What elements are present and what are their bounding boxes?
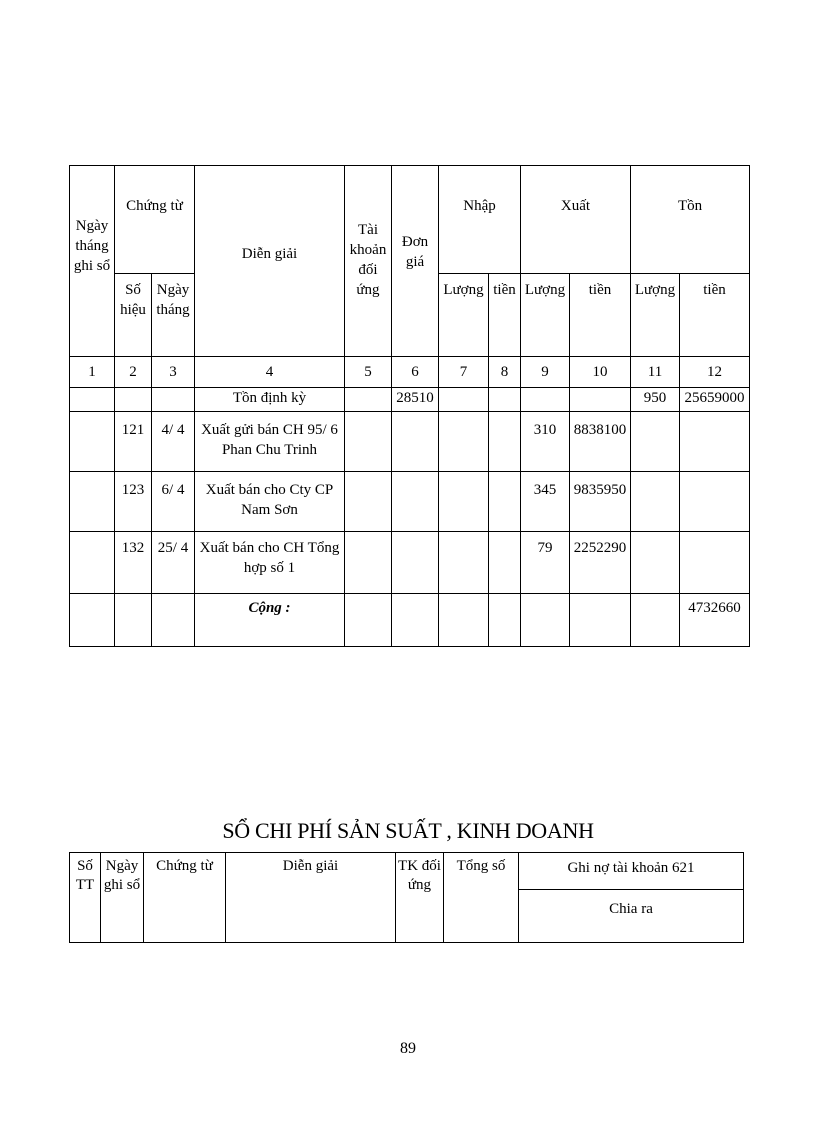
header-date-recorded: Ngày tháng ghi sổ xyxy=(70,166,115,357)
cell-import-qty xyxy=(439,532,489,594)
cell-unit-price xyxy=(392,412,439,472)
header-voucher-date: Ngày tháng xyxy=(152,274,195,357)
column-number: 10 xyxy=(570,357,631,388)
header-unit-price: Đơn giá xyxy=(392,166,439,357)
cell-stock-amount xyxy=(680,472,750,532)
cell-stock-amount xyxy=(680,532,750,594)
cell-import-amount xyxy=(489,412,521,472)
cell-unit-price xyxy=(392,472,439,532)
cell-empty xyxy=(521,594,570,647)
column-number: 2 xyxy=(115,357,152,388)
header-export-qty: Lượng xyxy=(521,274,570,357)
cost-book-table xyxy=(69,852,744,943)
table-row xyxy=(70,532,750,594)
cost-header-breakdown: Chia ra xyxy=(519,890,744,943)
cost-header-counter-account: TK đối ứng xyxy=(396,853,444,943)
table-row xyxy=(70,412,750,472)
cell-description: Xuất bán cho Cty CP Nam Sơn xyxy=(195,472,345,532)
page-number: 89 xyxy=(400,1040,416,1057)
cell-empty xyxy=(570,594,631,647)
cell-voucher-date xyxy=(152,388,195,412)
cell-export-amount: 8838100 xyxy=(570,412,631,472)
cell-empty xyxy=(152,594,195,647)
cost-header-debit: Ghi nợ tài khoản 621 xyxy=(519,853,744,890)
cell-import-amount xyxy=(489,472,521,532)
header-counter-account: Tài khoản đối ứng xyxy=(345,166,392,357)
header-voucher-no: Số hiệu xyxy=(115,274,152,357)
cell-empty xyxy=(392,594,439,647)
column-number: 8 xyxy=(489,357,521,388)
table-row xyxy=(70,472,750,532)
cell-voucher-date: 25/ 4 xyxy=(152,532,195,594)
cell-empty xyxy=(70,594,115,647)
header-stock-qty: Lượng xyxy=(631,274,680,357)
header-export-amount: tiền xyxy=(570,274,631,357)
cell-voucher-no: 132 xyxy=(115,532,152,594)
cell-counter-account xyxy=(345,472,392,532)
header-import-qty: Lượng xyxy=(439,274,489,357)
cell-import-amount xyxy=(489,388,521,412)
header-voucher: Chứng từ xyxy=(115,166,195,274)
cell-stock-qty xyxy=(631,412,680,472)
cell-date xyxy=(70,412,115,472)
column-number: 5 xyxy=(345,357,392,388)
column-number: 3 xyxy=(152,357,195,388)
cell-date xyxy=(70,388,115,412)
cell-import-qty xyxy=(439,388,489,412)
cell-import-amount xyxy=(489,532,521,594)
total-label: Cộng : xyxy=(195,594,345,647)
cell-export-qty: 345 xyxy=(521,472,570,532)
column-number: 1 xyxy=(70,357,115,388)
header-export: Xuất xyxy=(521,166,631,274)
header-stock: Tồn xyxy=(631,166,750,274)
column-number: 9 xyxy=(521,357,570,388)
cell-description: Xuất bán cho CH Tổng hợp số 1 xyxy=(195,532,345,594)
cell-stock-qty: 950 xyxy=(631,388,680,412)
cell-counter-account xyxy=(345,388,392,412)
cell-description: Tồn định kỳ xyxy=(195,388,345,412)
cell-date xyxy=(70,532,115,594)
cell-empty xyxy=(631,594,680,647)
total-stock-amount: 4732660 xyxy=(680,594,750,647)
cell-export-qty: 79 xyxy=(521,532,570,594)
cost-header-voucher: Chứng từ xyxy=(144,853,226,943)
cell-import-qty xyxy=(439,412,489,472)
cell-counter-account xyxy=(345,412,392,472)
cell-import-qty xyxy=(439,472,489,532)
column-number: 6 xyxy=(392,357,439,388)
table-row xyxy=(70,388,750,412)
cell-stock-amount xyxy=(680,412,750,472)
cell-stock-qty xyxy=(631,472,680,532)
column-number: 4 xyxy=(195,357,345,388)
cell-export-qty: 310 xyxy=(521,412,570,472)
total-row xyxy=(70,594,750,647)
header-import: Nhập xyxy=(439,166,521,274)
cell-export-amount: 9835950 xyxy=(570,472,631,532)
cost-header-date: Ngày ghi sổ xyxy=(101,853,144,943)
cost-header-serial: Số TT xyxy=(70,853,101,943)
cell-description: Xuất gửi bán CH 95/ 6 Phan Chu Trinh xyxy=(195,412,345,472)
cell-export-amount xyxy=(570,388,631,412)
cell-empty xyxy=(439,594,489,647)
cell-empty xyxy=(345,594,392,647)
header-description: Diễn giải xyxy=(195,166,345,357)
cell-voucher-no: 123 xyxy=(115,472,152,532)
header-stock-amount: tiền xyxy=(680,274,750,357)
cell-export-amount: 2252290 xyxy=(570,532,631,594)
column-number: 12 xyxy=(680,357,750,388)
cost-header-total: Tổng số xyxy=(444,853,519,943)
column-number-row xyxy=(70,357,750,388)
cell-stock-amount: 25659000 xyxy=(680,388,750,412)
cell-export-qty xyxy=(521,388,570,412)
cell-voucher-date: 6/ 4 xyxy=(152,472,195,532)
cell-unit-price: 28510 xyxy=(392,388,439,412)
column-number: 7 xyxy=(439,357,489,388)
column-number: 11 xyxy=(631,357,680,388)
cell-voucher-no xyxy=(115,388,152,412)
cell-counter-account xyxy=(345,532,392,594)
cell-stock-qty xyxy=(631,532,680,594)
cost-header-description: Diễn giải xyxy=(226,853,396,943)
cell-voucher-date: 4/ 4 xyxy=(152,412,195,472)
cell-empty xyxy=(489,594,521,647)
cell-voucher-no: 121 xyxy=(115,412,152,472)
header-import-amount: tiền xyxy=(489,274,521,357)
cell-unit-price xyxy=(392,532,439,594)
inventory-ledger-table xyxy=(69,165,750,647)
cell-empty xyxy=(115,594,152,647)
cost-book-title: SỔ CHI PHÍ SẢN SUẤT , KINH DOANH xyxy=(222,818,594,843)
cell-date xyxy=(70,472,115,532)
